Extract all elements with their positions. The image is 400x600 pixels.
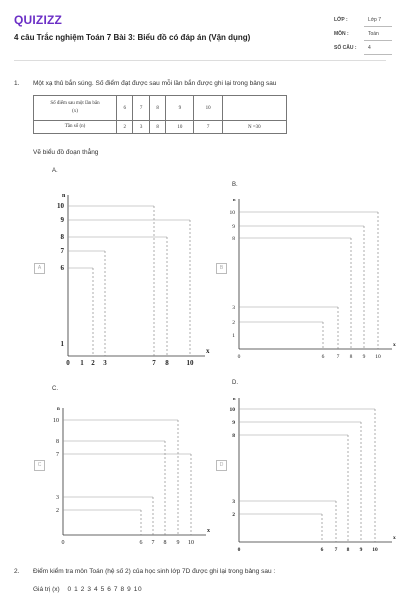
x-tick-label: 8 bbox=[349, 354, 353, 360]
question-2-text: Điểm kiểm tra môn Toán (hệ số 2) của học sinh lớp 7D được ghi lại trong bảng sau : bbox=[33, 568, 276, 575]
x-tick-label: 8 bbox=[165, 359, 169, 367]
table-cell: 8 bbox=[149, 121, 165, 134]
y-axis-label: n bbox=[57, 407, 60, 412]
question-2-values: 0 1 2 3 4 5 6 7 8 9 10 bbox=[67, 586, 143, 593]
table-cell: 10 bbox=[194, 96, 222, 121]
question-1-number: 1. bbox=[14, 80, 20, 87]
y-tick-label: 2 bbox=[232, 320, 235, 326]
x-tick-label: 7 bbox=[151, 540, 155, 546]
table-header-line: (x) bbox=[72, 109, 78, 114]
x-tick-label: 0 bbox=[66, 359, 70, 367]
x-axis-label: x bbox=[207, 528, 210, 534]
question-2-row-label bbox=[33, 586, 142, 593]
y-tick-label: 3 bbox=[232, 305, 235, 311]
x-tick-label: 1 bbox=[80, 359, 84, 367]
x-axis-label: x bbox=[393, 342, 396, 348]
y-tick-label: 3 bbox=[232, 499, 235, 505]
question-1-instruction: Vẽ biểu đồ đoạn thẳng bbox=[33, 149, 99, 156]
meta-class-value: Lớp 7 bbox=[368, 17, 382, 23]
table-header-line: Số điểm sau một lần bắn bbox=[50, 101, 100, 106]
table-cell: 3 bbox=[133, 121, 149, 134]
x-tick-label: 8 bbox=[163, 540, 167, 546]
y-tick-label: 1 bbox=[60, 340, 64, 348]
y-tick-label: 8 bbox=[60, 233, 64, 241]
question-2-value-label: Giá trị (x) bbox=[33, 586, 60, 593]
x-tick-label: 6 bbox=[321, 354, 325, 360]
worksheet-title: 4 câu Trắc nghiệm Toán 7 Bài 3: Biểu đồ có đáp án (Vận dụng) bbox=[14, 33, 251, 42]
table-cell: 7 bbox=[194, 121, 222, 134]
x-tick-label: 6 bbox=[320, 547, 324, 553]
question-2-number: 2. bbox=[14, 568, 20, 575]
x-tick-label: 10 bbox=[186, 359, 194, 367]
table-cell: 6 bbox=[117, 96, 133, 121]
y-tick-label: 9 bbox=[232, 420, 235, 426]
option-a-checkbox[interactable]: A bbox=[34, 263, 45, 274]
table-header-cell: Tần số (n) bbox=[34, 121, 117, 134]
option-c-letter: C. bbox=[52, 386, 58, 392]
y-tick-label: 10 bbox=[53, 418, 59, 424]
x-tick-label: 3 bbox=[103, 359, 107, 367]
y-tick-label: 9 bbox=[60, 216, 64, 224]
x-tick-label: 10 bbox=[188, 540, 194, 546]
y-tick-label: 7 bbox=[56, 452, 59, 458]
x-tick-label: 0 bbox=[237, 354, 241, 360]
y-tick-label: 2 bbox=[56, 508, 59, 514]
table-cell: 7 bbox=[133, 96, 149, 121]
y-axis-label: n bbox=[233, 197, 236, 202]
x-tick-label: 2 bbox=[91, 359, 95, 367]
x-tick-label: 10 bbox=[375, 354, 381, 360]
x-tick-label: 9 bbox=[362, 354, 366, 360]
meta-count-label: SỐ CÂU : bbox=[334, 45, 357, 51]
y-tick-label: 8 bbox=[232, 236, 235, 242]
option-b-checkbox[interactable]: B bbox=[216, 263, 227, 274]
x-tick-label: 7 bbox=[152, 359, 156, 367]
y-axis-label: n bbox=[62, 193, 66, 199]
y-tick-label: 8 bbox=[56, 439, 59, 445]
y-tick-label: 10 bbox=[229, 210, 235, 216]
option-d-letter: D. bbox=[232, 380, 238, 386]
table-cell: 9 bbox=[166, 96, 194, 121]
option-a-letter: A. bbox=[52, 168, 58, 174]
y-axis-label: n bbox=[233, 396, 236, 401]
y-tick-label: 9 bbox=[232, 224, 235, 230]
quizizz-logo: QUIZIZZ bbox=[14, 13, 63, 27]
x-tick-label: 9 bbox=[359, 547, 363, 553]
y-tick-label: 1 bbox=[232, 333, 235, 339]
x-tick-label: 7 bbox=[334, 547, 338, 553]
meta-count-value: 4 bbox=[368, 45, 371, 51]
x-tick-label: 0 bbox=[61, 540, 65, 546]
option-d-checkbox[interactable]: D bbox=[216, 460, 227, 471]
y-tick-label: 2 bbox=[232, 512, 235, 518]
x-tick-label: 10 bbox=[372, 547, 378, 553]
option-c-checkbox[interactable]: C bbox=[34, 460, 45, 471]
y-tick-label: 10 bbox=[229, 407, 235, 413]
x-axis-label: x bbox=[206, 347, 210, 355]
x-tick-label: 0 bbox=[237, 547, 241, 553]
table-cell: N =30 bbox=[222, 121, 286, 134]
meta-subject-label: MÔN : bbox=[334, 31, 349, 37]
table-cell: 10 bbox=[166, 121, 194, 134]
y-tick-label: 10 bbox=[57, 202, 64, 210]
x-axis-label: x bbox=[393, 535, 396, 541]
meta-subject-value: Toán bbox=[368, 31, 379, 37]
y-tick-label: 6 bbox=[60, 264, 64, 272]
option-b-letter: B. bbox=[232, 182, 238, 188]
x-tick-label: 8 bbox=[346, 547, 350, 553]
x-tick-label: 9 bbox=[176, 540, 180, 546]
y-tick-label: 8 bbox=[232, 433, 235, 439]
x-tick-label: 7 bbox=[336, 354, 340, 360]
y-tick-label: 7 bbox=[60, 247, 64, 255]
table-cell: 2 bbox=[117, 121, 133, 134]
x-tick-label: 6 bbox=[139, 540, 143, 546]
question-1-text: Một xạ thủ bắn súng. Số điểm đạt được sau mỗi lần bắn được ghi lại trong bảng sau bbox=[33, 80, 277, 87]
y-tick-label: 3 bbox=[56, 495, 59, 501]
table-cell: 8 bbox=[149, 96, 165, 121]
meta-class-label: LỚP : bbox=[334, 17, 348, 23]
